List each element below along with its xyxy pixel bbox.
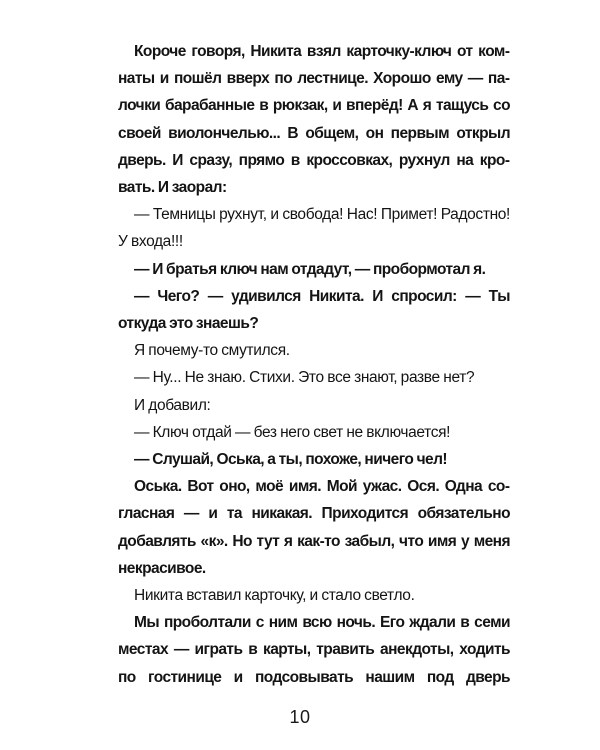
paragraph-2: — Темницы рухнут, и свобода! Нас! Примет! Радостно! У входа!!! bbox=[118, 206, 510, 251]
paragraph-6: — Ну... Не знаю. Стихи. Это все знают, разве нет? bbox=[134, 369, 475, 387]
paragraph-10: Оська. Вот оно, моё имя. Мой ужас. Ося. Одна согласная — и та никакая. Приходится обязательно добавлять «к». Но тут я как-то забыл, что имя у меня некрасивое. bbox=[118, 478, 510, 577]
paragraph-8: — Ключ отдай — без него свет не включается! bbox=[134, 423, 451, 441]
paragraph-9: — Слушай, Оська, а ты, похоже, ничего чел! bbox=[134, 451, 448, 469]
paragraph-7: И добавил: bbox=[134, 396, 211, 414]
paragraph-12: Мы проболтали с ним всю ночь. Его ждали в семи местах — играть в карты, травить анекдоты, ходить по гостинице и подсовывать нашим под дверь bbox=[118, 614, 510, 686]
paragraph-11: Никита вставил карточку, и стало светло. bbox=[134, 587, 415, 605]
paragraph-5: Я почему-то смутился. bbox=[134, 342, 290, 360]
page-number: 10 bbox=[289, 707, 311, 727]
page-text bbox=[118, 38, 510, 691]
paragraph-1: Короче говоря, Никита взял карточку-ключ от комнаты и пошёл вверх по лестнице. Хорошо ему — палочки барабанные в рюкзак, и вперёд! А я тащусь со своей виолончелью... В общем, он первым открыл дверь. И сразу, прямо в кроссовках, рухнул на кровать. И заорал: bbox=[118, 43, 510, 197]
paragraph-3: — И братья ключ нам отдадут, — пробормотал я. bbox=[134, 260, 486, 278]
paragraph-4: — Чего? — удивился Никита. И спросил: — Ты откуда это знаешь? bbox=[118, 287, 510, 333]
